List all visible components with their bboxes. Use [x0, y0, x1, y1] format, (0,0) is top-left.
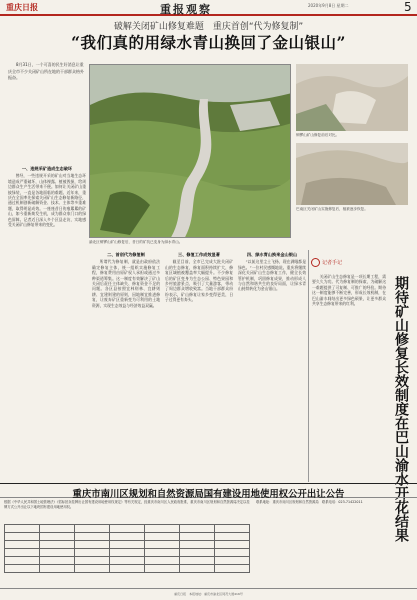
column-3-heading: 三、修复工作成效显著: [178, 252, 220, 257]
newspaper-logo: 重庆日报: [6, 2, 38, 12]
commentary-title: 期待矿山修复长效制度在巴山渝水开花结果: [393, 276, 409, 542]
notice-table: [4, 524, 250, 573]
main-photo: [89, 64, 291, 238]
top-right-caption: 铜锣山矿山修复前后对比。: [296, 133, 340, 137]
section-title: 重报观察: [160, 3, 212, 16]
table-row: [5, 525, 250, 533]
commentary-body: 关闭矿山生态修复是一项长期工程，需要久久为功。代为修复制的探索，为破解这一难题提供了可复制、可推广的经验。期待这一制度能够不断完善，形成长效机制，在巴山渝水间结出更多绿色硕果，让更多群众共享生态修复带来的红利。: [312, 274, 386, 307]
bottom-right-photo: [296, 143, 408, 205]
article-column-4: 四、绿水青山换来金山银山 “以前这里尘土飞扬，现在满眼都是绿色。”一位村民感慨地说。重庆将继续深化关闭矿山生态修复工作，健全长效管护机制，巩固修复成果，推动形成人与自然和谐共生的良好局面，让绿水青山持续转化为金山银山。: [238, 252, 306, 292]
column-divider: [308, 250, 309, 482]
subheadline: 破解关闭矿山修复难题 重庆首创“代为修复制”: [113, 22, 304, 32]
mountain-road-image: [90, 65, 291, 238]
notice-title: 重庆市南川区规划和自然资源局国有建设用地使用权公开出让公告: [72, 489, 345, 500]
table-row: [5, 541, 250, 549]
table-row: [5, 549, 250, 557]
quarry-before-image: [296, 64, 408, 131]
bottom-right-caption: 巴南区关闭矿山实施修复后，植被逐步恢复。: [296, 207, 368, 211]
article-column-3: 三、修复工作成效显著 截至目前，全市已完成大批关闭矿山的生态修复，修复面积持续扩大，修复区域植被覆盖率大幅提升。不少修复后的矿区变身为生态公园、特色果园和乡村旅游景点，吸引了大量游客，带动了周边群众增收致富。当地干部群众纷纷表示，矿山修复让家乡变得更美，日子过得更有奔头。: [165, 252, 233, 303]
commentary-circle-icon: [311, 258, 320, 267]
top-right-photo: [296, 64, 408, 131]
headline: “我们真的用绿水青山换回了金山银山”: [71, 33, 346, 52]
issue-date: 2020年9月8日 星期二: [308, 3, 349, 8]
page-footer: 重庆日报 本报地址：重庆市渝北区同茂大道416号: [0, 588, 417, 600]
article-column-1: 一、违规采矿造成生态破坏 曾经，一些违规开采的矿山对当地生态环境造成严重破坏，山体裸露、植被毁损，给周边群众生产生活带来不便。如何让关闭矿山重披绿装，一直是各地面临的难题。近年来，重庆在全国率先探索关闭矿山生态修复新路径，通过机制创新破解资金、技术、主体等多重难题，取得明显成效。一座座昔日伤痕累累的矿山，如今重新焕发生机，成为群众家门口的绿色屏障。记者近日深入多个区县走访，实地感受关闭矿山修复带来的变化。: [8, 166, 86, 228]
column-4-heading: 四、绿水青山换来金山银山: [246, 252, 298, 257]
commentary-tag: [311, 258, 387, 270]
notice-contact: 联系地址：重庆市南川区规划和自然资源局 联系电话：023-71422011: [256, 500, 363, 504]
column-1-heading: 一、违规采矿造成生态破坏: [21, 166, 73, 171]
table-row: [5, 557, 250, 565]
commentary-tag-label: 记者手记: [322, 260, 343, 266]
table-row: [5, 565, 250, 573]
article-column-2: 二、首创代为修复制 所谓代为修复制，就是由政府依法确定修复主体，统一组织实施修复工程，修复费用由原矿权人承担或通过多种渠道筹集。这一制度有效解决了矿山关闭后责任主体缺失、修复资金不足的问题。各区县按照宜林则林、宜耕则耕、宜建则建的原则，因地制宜推进修复，让废弃矿区重新变为可利用的土地资源，实现生态效益与经济效益双赢。: [92, 252, 160, 308]
quarry-after-image: [296, 143, 408, 205]
column-2-heading: 二、首创代为修复制: [107, 252, 145, 257]
lead-paragraph: 8月31日，一个可喜的民生好消息让重庆全市不少关闭矿山所在地的干部群众格外振奋。: [8, 62, 84, 81]
notice-body: 根据《中华人民共和国土地管理法》《招标拍卖挂牌出让国有建设用地使用权规定》等有关规定，经重庆市南川区人民政府批准，重庆市南川区规划和自然资源局决定以挂牌方式公开出让以下地块国有建设用地使用权。: [4, 500, 250, 509]
page-number: 5: [404, 0, 412, 14]
main-photo-caption: 渝北区铜锣山矿山修复后，昔日的矿坑已变身为绿水青山。: [89, 240, 183, 244]
table-row: [5, 533, 250, 541]
masthead: [0, 0, 417, 16]
